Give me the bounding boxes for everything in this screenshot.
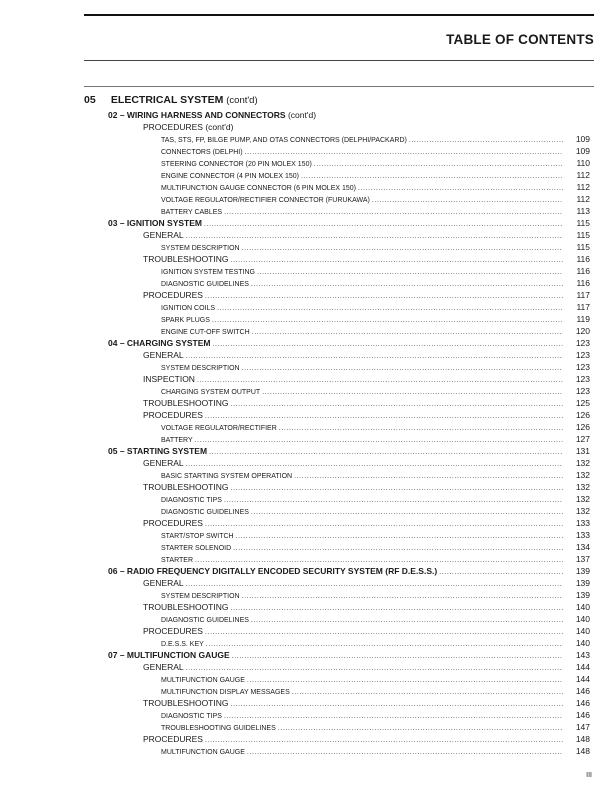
toc-leader-dots bbox=[372, 197, 563, 204]
toc-entry[interactable] bbox=[0, 624, 612, 636]
toc-entry[interactable] bbox=[0, 540, 612, 552]
toc-entry-title bbox=[143, 698, 230, 708]
toc-entry-title-text: PROCEDURES bbox=[143, 410, 203, 420]
toc-entry-title bbox=[161, 689, 292, 696]
toc-entry-title-text: SPARK PLUGS bbox=[161, 317, 210, 324]
toc-entry-title-text: CONNECTORS (DELPHI) bbox=[161, 149, 243, 156]
toc-entry-title bbox=[143, 230, 186, 240]
toc-entry[interactable] bbox=[0, 432, 612, 444]
toc-entry-page: 134 bbox=[575, 542, 590, 552]
toc-entry-title bbox=[108, 446, 209, 456]
section-heading bbox=[84, 94, 258, 106]
toc-entry-title bbox=[108, 650, 232, 660]
toc-leader-dots bbox=[212, 317, 563, 324]
toc-entry-title bbox=[143, 602, 230, 612]
toc-entry-page: 123 bbox=[575, 362, 590, 372]
toc-entry-page: 148 bbox=[575, 746, 590, 756]
toc-entry-title bbox=[161, 149, 245, 156]
toc-entry-title-text: DIAGNOSTIC GUIDELINES bbox=[161, 617, 249, 624]
toc-entry-title bbox=[161, 269, 257, 276]
toc-leader-dots bbox=[205, 413, 563, 420]
toc-entry[interactable] bbox=[0, 216, 612, 228]
toc-entry-page: 115 bbox=[576, 218, 590, 228]
toc-entry-title bbox=[161, 161, 314, 168]
toc-entry[interactable] bbox=[0, 324, 612, 336]
toc-leader-dots bbox=[294, 473, 563, 480]
toc-entry-title bbox=[143, 350, 186, 360]
toc-entry[interactable] bbox=[0, 516, 612, 528]
toc-entry-page: 140 bbox=[575, 602, 590, 612]
toc-entry-title bbox=[161, 425, 279, 432]
toc-entry-title-text: TROUBLESHOOTING GUIDELINES bbox=[161, 725, 276, 732]
toc-entry[interactable] bbox=[0, 348, 612, 360]
toc-entry-title bbox=[161, 173, 301, 180]
toc-leader-dots bbox=[197, 377, 563, 384]
toc-entry-title bbox=[143, 458, 186, 468]
toc-entry-page: 140 bbox=[575, 638, 590, 648]
toc-leader-dots bbox=[224, 497, 563, 504]
toc-entry-title-text: BASIC STARTING SYSTEM OPERATION bbox=[161, 473, 293, 480]
toc-entry-title bbox=[161, 725, 278, 732]
toc-entry[interactable] bbox=[0, 408, 612, 420]
toc-entry-page: 116 bbox=[576, 266, 590, 276]
toc-list bbox=[0, 108, 612, 756]
toc-entry-title bbox=[161, 197, 372, 204]
toc-leader-dots bbox=[232, 653, 563, 660]
toc-entry-title-text: SYSTEM DESCRIPTION bbox=[161, 365, 240, 372]
toc-entry-page: 133 bbox=[575, 518, 590, 528]
toc-entry-page: 143 bbox=[575, 650, 590, 660]
header-rule bbox=[84, 60, 594, 61]
toc-entry-page: 123 bbox=[575, 386, 590, 396]
toc-entry-title-text: ENGINE CUT-OFF SWITCH bbox=[161, 329, 250, 336]
toc-entry-page: 115 bbox=[576, 230, 590, 240]
toc-leader-dots bbox=[186, 353, 563, 360]
toc-entry-page: 127 bbox=[575, 434, 590, 444]
toc-entry-title-text: 02 – WIRING HARNESS AND CONNECTORS bbox=[108, 110, 286, 120]
toc-entry[interactable] bbox=[0, 696, 612, 708]
toc-entry-page: 110 bbox=[576, 158, 590, 168]
toc-entry[interactable] bbox=[0, 168, 612, 180]
toc-leader-dots bbox=[247, 749, 563, 756]
toc-entry-title-text: GENERAL bbox=[143, 350, 184, 360]
toc-entry[interactable] bbox=[0, 156, 612, 168]
toc-entry-page: 116 bbox=[576, 278, 590, 288]
toc-leader-dots bbox=[230, 401, 563, 408]
toc-entry-title bbox=[161, 317, 212, 324]
toc-leader-dots bbox=[205, 293, 563, 300]
toc-entry-title-text: IGNITION SYSTEM TESTING bbox=[161, 269, 255, 276]
toc-entry-page: 123 bbox=[575, 350, 590, 360]
toc-entry-title bbox=[108, 218, 204, 228]
toc-entry[interactable] bbox=[0, 576, 612, 588]
toc-leader-dots bbox=[230, 257, 563, 264]
toc-entry-page: 115 bbox=[576, 242, 590, 252]
toc-entry[interactable] bbox=[0, 180, 612, 192]
toc-leader-dots bbox=[195, 557, 563, 564]
toc-entry-title bbox=[143, 374, 197, 384]
toc-leader-dots bbox=[279, 425, 563, 432]
toc-entry[interactable] bbox=[0, 192, 612, 204]
toc-entry-title bbox=[143, 578, 186, 588]
toc-entry-title bbox=[108, 566, 439, 576]
toc-entry-title bbox=[161, 677, 247, 684]
page-title: TABLE OF CONTENTS bbox=[446, 32, 594, 47]
toc-entry-title-text: DIAGNOSTIC TIPS bbox=[161, 497, 222, 504]
toc-entry[interactable] bbox=[0, 144, 612, 156]
toc-entry[interactable] bbox=[0, 636, 612, 648]
toc-entry[interactable] bbox=[0, 120, 612, 132]
toc-entry-page: 140 bbox=[575, 626, 590, 636]
toc-entry-title-text: STARTER bbox=[161, 557, 194, 564]
toc-entry-title bbox=[161, 329, 252, 336]
toc-leader-dots bbox=[314, 161, 563, 168]
toc-entry-title-text: SYSTEM DESCRIPTION bbox=[161, 245, 240, 252]
toc-entry[interactable] bbox=[0, 276, 612, 288]
toc-entry[interactable] bbox=[0, 552, 612, 564]
toc-entry[interactable] bbox=[0, 252, 612, 264]
section-number: 05 bbox=[84, 94, 96, 106]
toc-leader-dots bbox=[242, 245, 563, 252]
toc-entry-page: 139 bbox=[575, 590, 590, 600]
toc-entry[interactable] bbox=[0, 612, 612, 624]
toc-entry[interactable] bbox=[0, 420, 612, 432]
toc-entry-title bbox=[161, 641, 206, 648]
toc-entry-title bbox=[161, 245, 242, 252]
toc-entry-title-text: MULTIFUNCTION GAUGE bbox=[161, 749, 245, 756]
toc-entry-title bbox=[161, 557, 195, 564]
toc-entry[interactable] bbox=[0, 228, 612, 240]
toc-entry-title bbox=[161, 185, 358, 192]
toc-entry[interactable] bbox=[0, 564, 612, 576]
toc-entry-title-text: TAS, STS, FP, BILGE PUMP, AND OTAS CONNECTORS (DELPHI/PACKARD) bbox=[161, 137, 407, 144]
toc-entry-title-text: TROUBLESHOOTING bbox=[143, 482, 229, 492]
toc-entry[interactable] bbox=[0, 672, 612, 684]
section-title: ELECTRICAL SYSTEM bbox=[110, 94, 224, 106]
toc-entry-title-text: 04 – CHARGING SYSTEM bbox=[108, 338, 211, 348]
toc-entry-title bbox=[161, 545, 233, 552]
toc-entry-title-text: GENERAL bbox=[143, 458, 184, 468]
toc-entry-title-text: PROCEDURES bbox=[143, 518, 203, 528]
toc-entry[interactable] bbox=[0, 720, 612, 732]
toc-entry-title bbox=[143, 398, 230, 408]
toc-leader-dots bbox=[230, 701, 563, 708]
toc-entry-title bbox=[161, 137, 409, 144]
toc-entry-title-text: BATTERY bbox=[161, 437, 193, 444]
toc-leader-dots bbox=[262, 389, 563, 396]
toc-leader-dots bbox=[358, 185, 563, 192]
toc-entry[interactable] bbox=[0, 396, 612, 408]
toc-entry-title bbox=[143, 290, 205, 300]
toc-leader-dots bbox=[224, 713, 563, 720]
toc-leader-dots bbox=[251, 509, 563, 516]
toc-entry-page: 132 bbox=[575, 506, 590, 516]
toc-entry-title bbox=[161, 305, 217, 312]
toc-leader-dots bbox=[247, 677, 563, 684]
toc-entry[interactable] bbox=[0, 468, 612, 480]
toc-leader-dots bbox=[230, 605, 563, 612]
toc-entry-title bbox=[143, 254, 230, 264]
toc-entry-title-text: VOLTAGE REGULATOR/RECTIFIER CONNECTOR (FURUKAWA) bbox=[161, 197, 370, 204]
toc-entry-page: 126 bbox=[575, 410, 590, 420]
toc-entry-title-text: 07 – MULTIFUNCTION GAUGE bbox=[108, 650, 230, 660]
toc-entry[interactable] bbox=[0, 288, 612, 300]
toc-entry-page: 131 bbox=[575, 446, 590, 456]
toc-entry-title-text: GENERAL bbox=[143, 662, 184, 672]
toc-entry[interactable] bbox=[0, 504, 612, 516]
toc-leader-dots bbox=[186, 581, 563, 588]
toc-entry-page: 146 bbox=[575, 686, 590, 696]
toc-entry-title bbox=[161, 389, 262, 396]
toc-entry-title-text: GENERAL bbox=[143, 578, 184, 588]
toc-entry-title-text: TROUBLESHOOTING bbox=[143, 698, 229, 708]
toc-entry-title bbox=[161, 593, 242, 600]
toc-leader-dots bbox=[257, 269, 563, 276]
toc-entry-page: 112 bbox=[576, 182, 590, 192]
toc-entry[interactable] bbox=[0, 108, 612, 120]
toc-entry-title-text: MULTIFUNCTION GAUGE bbox=[161, 677, 245, 684]
toc-leader-dots bbox=[236, 533, 563, 540]
toc-entry-title bbox=[161, 209, 224, 216]
toc-entry-page: 123 bbox=[575, 338, 590, 348]
toc-entry[interactable] bbox=[0, 360, 612, 372]
toc-entry[interactable] bbox=[0, 744, 612, 756]
toc-entry-title-text: D.E.S.S. KEY bbox=[161, 641, 204, 648]
toc-leader-dots bbox=[206, 641, 563, 648]
toc-entry-page: 144 bbox=[575, 662, 590, 672]
toc-entry-title-text: CHARGING SYSTEM OUTPUT bbox=[161, 389, 261, 396]
toc-leader-dots bbox=[439, 569, 563, 576]
section-continued: (cont'd) bbox=[226, 95, 258, 106]
toc-leader-dots bbox=[186, 665, 563, 672]
toc-entry-page: 116 bbox=[576, 254, 590, 264]
toc-entry-title-text: VOLTAGE REGULATOR/RECTIFIER bbox=[161, 425, 277, 432]
toc-leader-dots bbox=[242, 365, 563, 372]
toc-entry[interactable] bbox=[0, 372, 612, 384]
toc-entry-page: 119 bbox=[576, 314, 590, 324]
toc-entry-title-text: ENGINE CONNECTOR (4 PIN MOLEX 150) bbox=[161, 173, 299, 180]
toc-leader-dots bbox=[301, 173, 563, 180]
toc-entry-title-text: PROCEDURES bbox=[143, 290, 203, 300]
toc-entry-page: 113 bbox=[576, 206, 590, 216]
toc-entry[interactable] bbox=[0, 384, 612, 396]
toc-entry-title-text: PROCEDURES bbox=[143, 122, 203, 132]
toc-entry-title bbox=[143, 734, 205, 744]
toc-entry-title-text: STARTER SOLENOID bbox=[161, 545, 232, 552]
toc-entry-page: 112 bbox=[576, 194, 590, 204]
toc-entry-page: 139 bbox=[575, 566, 590, 576]
toc-entry-title-text: DIAGNOSTIC TIPS bbox=[161, 713, 222, 720]
toc-entry[interactable] bbox=[0, 240, 612, 252]
toc-entry[interactable] bbox=[0, 300, 612, 312]
toc-entry-title bbox=[143, 482, 230, 492]
toc-entry-title-text: SYSTEM DESCRIPTION bbox=[161, 593, 240, 600]
toc-entry-title-text: PROCEDURES bbox=[143, 734, 203, 744]
toc-leader-dots bbox=[409, 137, 563, 144]
toc-leader-dots bbox=[205, 521, 563, 528]
toc-entry[interactable] bbox=[0, 732, 612, 744]
toc-leader-dots bbox=[230, 485, 563, 492]
toc-leader-dots bbox=[204, 221, 563, 228]
toc-entry-page: 147 bbox=[575, 722, 590, 732]
toc-entry[interactable] bbox=[0, 480, 612, 492]
toc-leader-dots bbox=[242, 593, 563, 600]
toc-entry-page: 132 bbox=[575, 482, 590, 492]
toc-entry-continued: (cont'd) bbox=[202, 122, 234, 132]
toc-entry[interactable] bbox=[0, 684, 612, 696]
toc-entry[interactable] bbox=[0, 444, 612, 456]
toc-leader-dots bbox=[209, 449, 563, 456]
toc-entry-page: 126 bbox=[575, 422, 590, 432]
toc-entry-title bbox=[161, 617, 251, 624]
page-folio: III bbox=[586, 772, 592, 779]
toc-leader-dots bbox=[251, 617, 563, 624]
toc-entry-title-text: START/STOP SWITCH bbox=[161, 533, 234, 540]
toc-leader-dots bbox=[278, 725, 563, 732]
toc-leader-dots bbox=[195, 437, 563, 444]
toc-entry-page: 123 bbox=[575, 374, 590, 384]
toc-entry[interactable] bbox=[0, 312, 612, 324]
toc-leader-dots bbox=[292, 689, 563, 696]
toc-entry-title bbox=[161, 533, 236, 540]
toc-entry-title bbox=[143, 662, 186, 672]
toc-entry-title bbox=[143, 410, 205, 420]
toc-entry-page: 109 bbox=[575, 146, 590, 156]
toc-entry[interactable] bbox=[0, 132, 612, 144]
toc-entry[interactable] bbox=[0, 600, 612, 612]
toc-leader-dots bbox=[186, 233, 563, 240]
toc-entry-title bbox=[143, 122, 235, 132]
toc-entry-title-text: TROUBLESHOOTING bbox=[143, 254, 229, 264]
toc-entry-title-text: DIAGNOSTIC GUIDELINES bbox=[161, 509, 249, 516]
toc-leader-dots bbox=[205, 629, 563, 636]
toc-entry-page: 146 bbox=[575, 710, 590, 720]
toc-entry-page: 112 bbox=[576, 170, 590, 180]
toc-entry[interactable] bbox=[0, 336, 612, 348]
toc-entry-title-text: DIAGNOSTIC GUIDELINES bbox=[161, 281, 249, 288]
toc-entry[interactable] bbox=[0, 456, 612, 468]
toc-entry-title-text: GENERAL bbox=[143, 230, 184, 240]
toc-entry-title bbox=[161, 509, 251, 516]
toc-entry[interactable] bbox=[0, 660, 612, 672]
toc-entry[interactable] bbox=[0, 528, 612, 540]
toc-leader-dots bbox=[217, 305, 563, 312]
toc-entry-page: 132 bbox=[575, 494, 590, 504]
toc-entry[interactable] bbox=[0, 648, 612, 660]
toc-entry[interactable] bbox=[0, 708, 612, 720]
toc-leader-dots bbox=[251, 281, 563, 288]
toc-entry-title bbox=[161, 437, 195, 444]
toc-entry-page: 133 bbox=[575, 530, 590, 540]
toc-entry-page: 117 bbox=[576, 290, 590, 300]
toc-entry[interactable] bbox=[0, 264, 612, 276]
toc-entry-title bbox=[161, 473, 294, 480]
toc-entry-title bbox=[161, 713, 224, 720]
toc-leader-dots bbox=[233, 545, 563, 552]
toc-entry-page: 109 bbox=[575, 134, 590, 144]
toc-entry-page: 125 bbox=[575, 398, 590, 408]
toc-leader-dots bbox=[213, 341, 564, 348]
toc-entry-title-text: MULTIFUNCTION DISPLAY MESSAGES bbox=[161, 689, 290, 696]
toc-entry-title-text: IGNITION COILS bbox=[161, 305, 216, 312]
toc-entry-page: 120 bbox=[575, 326, 590, 336]
toc-entry-title-text: 05 – STARTING SYSTEM bbox=[108, 446, 208, 456]
toc-entry-title bbox=[143, 626, 205, 636]
toc-entry-title-text: 03 – IGNITION SYSTEM bbox=[108, 218, 202, 228]
toc-entry[interactable] bbox=[0, 588, 612, 600]
toc-entry-page: 132 bbox=[575, 470, 590, 480]
toc-entry-page: 132 bbox=[575, 458, 590, 468]
toc-entry-title bbox=[143, 518, 205, 528]
toc-entry-title bbox=[108, 338, 213, 348]
toc-entry-page: 137 bbox=[575, 554, 590, 564]
toc-entry-title-text: BATTERY CABLES bbox=[161, 209, 223, 216]
toc-entry-page: 148 bbox=[575, 734, 590, 744]
toc-entry-page: 140 bbox=[575, 614, 590, 624]
top-rule bbox=[84, 14, 594, 16]
toc-entry-continued: (cont'd) bbox=[285, 110, 317, 120]
toc-entry-page: 139 bbox=[575, 578, 590, 588]
toc-entry-title-text: 06 – RADIO FREQUENCY DIGITALLY ENCODED SECURITY SYSTEM (RF D.E.S.S.) bbox=[108, 566, 438, 576]
toc-leader-dots bbox=[224, 209, 563, 216]
toc-entry-title bbox=[161, 365, 242, 372]
toc-entry-title bbox=[161, 281, 251, 288]
section-rule bbox=[84, 86, 594, 87]
toc-entry-page: 144 bbox=[575, 674, 590, 684]
toc-entry-title bbox=[108, 110, 318, 120]
toc-entry-title-text: MULTIFUNCTION GAUGE CONNECTOR (6 PIN MOLEX 150) bbox=[161, 185, 356, 192]
toc-leader-dots bbox=[186, 461, 563, 468]
toc-entry-title bbox=[161, 497, 224, 504]
toc-entry-page: 146 bbox=[575, 698, 590, 708]
toc-entry[interactable] bbox=[0, 492, 612, 504]
toc-leader-dots bbox=[252, 329, 563, 336]
toc-entry[interactable] bbox=[0, 204, 612, 216]
toc-leader-dots bbox=[245, 149, 563, 156]
toc-entry-title-text: TROUBLESHOOTING bbox=[143, 602, 229, 612]
toc-entry-title-text: TROUBLESHOOTING bbox=[143, 398, 229, 408]
toc-entry-page: 117 bbox=[576, 302, 590, 312]
toc-entry-title-text: PROCEDURES bbox=[143, 626, 203, 636]
toc-entry-title-text: STEERING CONNECTOR (20 PIN MOLEX 150) bbox=[161, 161, 312, 168]
toc-leader-dots bbox=[205, 737, 563, 744]
toc-entry-title bbox=[161, 749, 247, 756]
toc-entry-title-text: INSPECTION bbox=[143, 374, 195, 384]
